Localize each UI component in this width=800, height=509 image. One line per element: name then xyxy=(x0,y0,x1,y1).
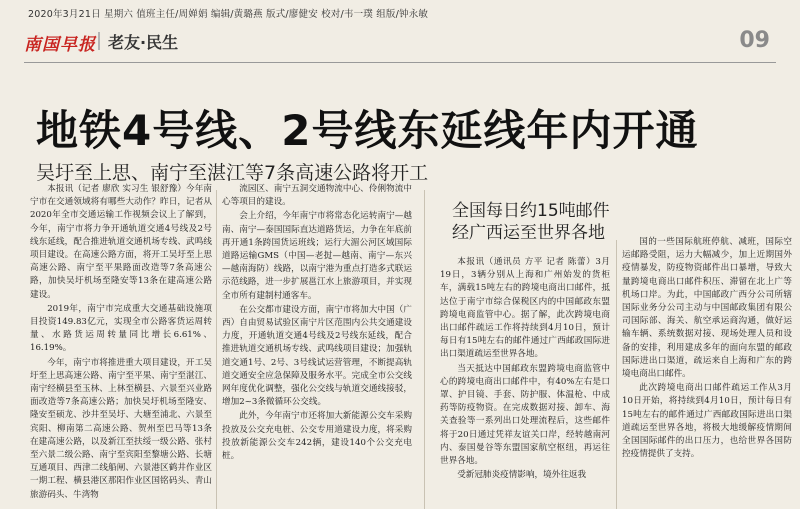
story1-column-2 xyxy=(222,183,412,509)
paragraph: 受新冠肺炎疫情影响，境外往返我 xyxy=(457,470,587,481)
paragraph: 今年，南宁市将推进重大项目建设，开工吴圩至上思高速公路、南宁至平果、南宁至湛江、南宁经横县至玉林、上林至横县、六景至兴业路面改造等7条高速公路；加快吴圩机场至隆安、隆安至硕龙、沙井至吴圩、大塘至浦北、六景至宾阳、柳南第二高速公路、贺州至巴马等13条在建高速公路，以及新江至扶绥一级公路、张村至六景二级公路、南宁至宾阳至黎塘公路、长塘互通项目、西津二线船闸、六景港区鹤井作业区一期工程、横县港区那阳作业区国铭码头、青山旅游码头、牛湾物 xyxy=(30,357,212,500)
paragraph: 2019年，南宁市完成重大交通基础设施项目投资149.83亿元，实现全市公路客货运周转量、水路货运周转量同比增长6.61%、16.19%。 xyxy=(30,303,212,354)
main-subhead: 吴圩至上思、南宁至湛江等7条高速公路将开工 xyxy=(36,162,429,184)
paragraph: 此外，今年南宁市还将加大新能源公交车采购投放及公交充电桩、公交专用道建设力度，将采购投放新能源公交车242辆，建设140个公交充电桩。 xyxy=(222,411,412,462)
story1-column-1 xyxy=(30,183,212,509)
page-number: 09 xyxy=(739,28,770,53)
section-title: 老友·民生 xyxy=(108,33,179,52)
paragraph: 本报讯（记者 廖欣 实习生 银舒豫）今年南宁市在交通领域将有哪些大动作？昨日，记者从2020年全市交通运输工作视频会议上了解到，今年，南宁市将力争开通轨道交通4号线及2号线东延线，配合推进轨道交通机场专线、武鸣线项目建设。在高速公路方面，将开工吴圩至上思高速公路、南宁至平果路面改造等7条高速公路，加快吴圩机场至隆安等13条在建高速公路建设。 xyxy=(30,184,212,300)
story2-headline xyxy=(452,200,610,244)
column-divider xyxy=(424,190,425,509)
section-divider xyxy=(98,32,100,50)
story2-headline-line-2: 经广西运至世界各地 xyxy=(452,223,605,243)
main-headline: 地铁4号线、2号线东延线年内开通 xyxy=(36,106,699,155)
paragraph: 此次跨境电商出口邮件疏运工作从3月10日开始，将持续到4月10日，预计每日有15吨左右的邮件通过广西邮政国际进出口渠道疏运至世界各地，将极大地缓解疫情期间全国国际邮件的出口压力，也给世界各国防控疫情提供了支持。 xyxy=(622,383,792,460)
masthead xyxy=(24,26,776,60)
paragraph: 本报讯（通讯员 方平 记者 陈蕾）3月19日，3辆分别从上海和广州始发的货柜车，满载15吨左右的跨境电商出口邮件，抵达位于南宁市综合保税区内的中国邮政东盟跨境电商监管中心。据了解，此次跨境电商出口邮件疏运工作将持续到4月10日，预计每日有15吨左右的邮件通过广西邮政国际进出口渠道疏运至世界各地。 xyxy=(440,257,610,360)
story2-column-2 xyxy=(622,236,792,509)
newspaper-logo: 南国早报 xyxy=(24,35,96,55)
paragraph: 当天抵达中国邮政东盟跨境电商监管中心的跨境电商出口邮件中，有40%左右是口罩、护目镜、手套、防护服、体温枪、中成药等防疫物资。在完成数据对接、卸车、海关查验等一系列出口处理流程后，这些邮件将于20日通过凭祥友谊关口岸，经转越南河内、泰国曼谷等东盟国家航空枢纽，再运往世界各地。 xyxy=(440,363,610,467)
column-divider xyxy=(616,240,617,509)
column-divider xyxy=(216,190,217,509)
story2-column-1 xyxy=(440,256,610,509)
story2-headline-line-1: 全国每日约15吨邮件 xyxy=(452,201,610,221)
header-meta-line: 2020年3月21日 星期六 值班主任/周婵娟 编辑/黄璐燕 版式/廖健安 校对/韦一璞 组版/钟永敏 xyxy=(28,9,429,20)
masthead-rule xyxy=(24,62,776,63)
paragraph: 流园区、南宁五洞交通物流中心、伶俐物流中心等项目的建设。 xyxy=(222,184,412,208)
paragraph: 国的一些国际航班停航、减班，国际空运邮路受阻，运力大幅减少，加上近期国外疫情暴发，防疫物资邮件出口暴增，导致大量跨境电商出口邮件积压、滞留在北上广等机场口岸。为此，中国邮政广西分公司所辖国际业务分公司主动与中国邮政集团有限公司国际部、海关、航空承运商沟通，做好运输车辆、系统数据对接、现场处理人员和设备的安排，利用建成多年的面向东盟的邮政国际进出口渠道，疏运来自上海和广东的跨境电商出口邮件。 xyxy=(622,237,792,380)
paragraph: 会上介绍，今年南宁市将常态化运转南宁—越南、南宁—泰国国际直达道路货运，力争在年底前再开通1条跨国货运班线；运行大湄公河区域国际道路运输GMS（中国—老挝—越南、南宁—东兴—越南海防）线路，以南宁港为重点打造多式联运示范线路，进一步扩展邕江水上旅游项目，并实现全市所有建制村通客车。 xyxy=(222,211,412,301)
paragraph: 在公交都市建设方面，南宁市将加大中国（广西）自由贸易试验区南宁片区范围内公共交通建设力度，开通轨道交通4号线及2号线东延线，配合推进轨道交通机场专线、武鸣线项目建设；加强轨道交通1号、2号、3号线试运营管理，不断提高轨道交通安全应急保障及服务水平。完成全市公交线网年度优化调整，强化公交线与轨道交通线接驳，增加2~3条微循环公交线。 xyxy=(222,304,412,408)
